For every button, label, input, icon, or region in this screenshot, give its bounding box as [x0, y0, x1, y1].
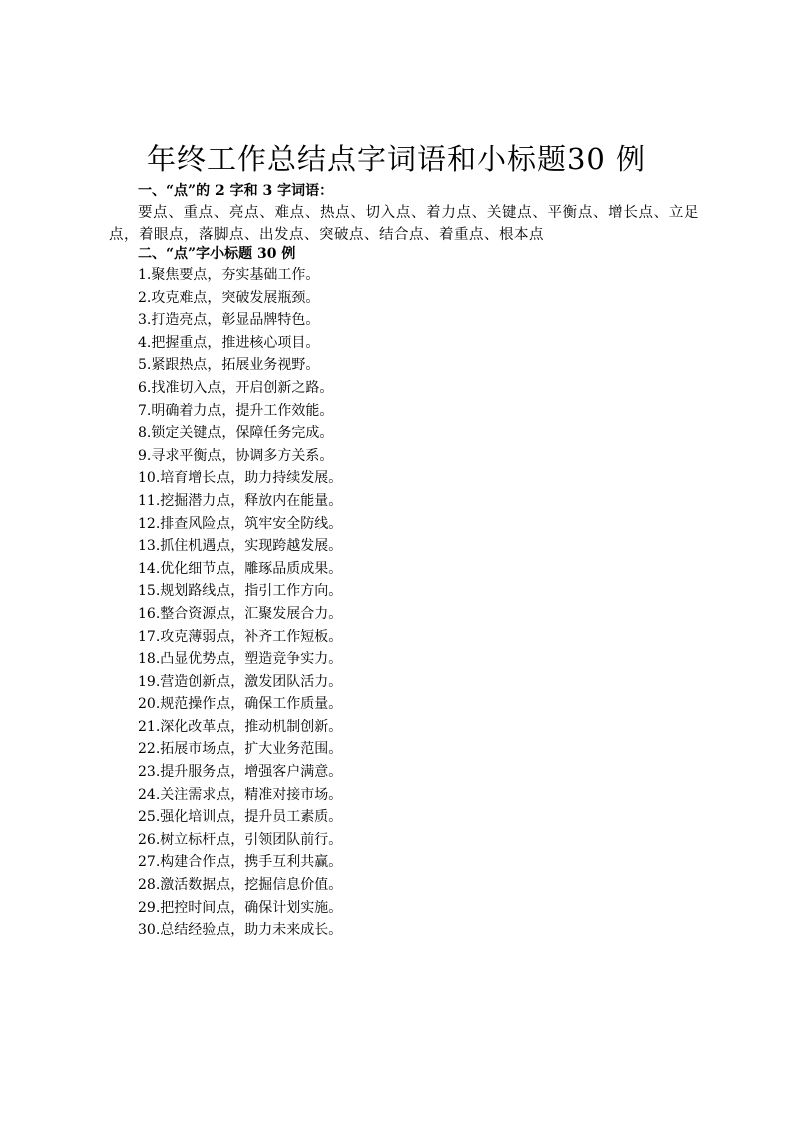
list-item: 20.规范操作点，确保工作质量。	[138, 696, 343, 713]
list-item: 29.把控时间点，确保计划实施。	[138, 899, 343, 916]
list-item: 25.强化培训点，提升员工素质。	[138, 809, 343, 826]
list-item: 26.树立标杆点，引领团队前行。	[138, 831, 343, 848]
list-item: 9.寻求平衡点，协调多方关系。	[138, 447, 334, 464]
subtitle-list	[138, 264, 342, 942]
list-item: 11.挖掘潜力点，释放内在能量。	[138, 492, 343, 509]
list-item: 24.关注需求点，精准对接市场。	[138, 786, 343, 803]
section1-heading: 一、“点”的 2 字和 3 字词语：	[138, 183, 334, 199]
list-item: 7.明确着力点，提升工作效能。	[138, 402, 334, 419]
list-item: 30.总结经验点，助力未来成长。	[138, 922, 343, 939]
list-item: 28.激活数据点，挖掘信息价值。	[138, 877, 343, 894]
list-item: 13.抓住机遇点，实现跨越发展。	[138, 538, 343, 555]
list-item: 14.优化细节点，雕琢品质成果。	[138, 560, 343, 577]
list-item: 22.拓展市场点，扩大业务范围。	[138, 741, 343, 758]
list-item: 8.锁定关键点，保障任务完成。	[138, 425, 334, 442]
document-title: 年终工作总结点字词语和小标题30 例	[146, 142, 647, 176]
list-item: 16.整合资源点，汇聚发展合力。	[138, 605, 343, 622]
list-item: 3.打造亮点，彰显品牌特色。	[138, 312, 320, 329]
list-item: 12.排查风险点，筑牢安全防线。	[138, 515, 343, 532]
list-item: 18.凸显优势点，塑造竞争实力。	[138, 651, 343, 668]
list-item: 10.培育增长点，助力持续发展。	[138, 470, 343, 487]
section2-heading: 二、“点”字小标题 30 例	[138, 246, 296, 262]
list-item: 15.规划路线点，指引工作方向。	[138, 583, 343, 600]
list-item: 6.找准切入点，开启创新之路。	[138, 379, 334, 396]
list-item: 2.攻克难点，突破发展瓶颈。	[138, 289, 320, 306]
section1-paragraph: 要点、重点、亮点、难点、热点、切入点、着力点、关键点、平衡点、增长点、立足点，着眼点，落脚点、出发点、突破点、结合点、着重点、根本点	[109, 205, 699, 243]
list-item: 19.营造创新点，激发团队活力。	[138, 673, 343, 690]
list-item: 5.紧跟热点，拓展业务视野。	[138, 357, 320, 374]
list-item: 27.构建合作点，携手互利共赢。	[138, 854, 343, 871]
list-item: 17.攻克薄弱点，补齐工作短板。	[138, 628, 343, 645]
list-item: 21.深化改革点，推动机制创新。	[138, 718, 343, 735]
list-item: 23.提升服务点，增强客户满意。	[138, 764, 343, 781]
list-item: 4.把握重点，推进核心项目。	[138, 334, 320, 351]
list-item: 1.聚焦要点，夯实基础工作。	[138, 267, 320, 283]
